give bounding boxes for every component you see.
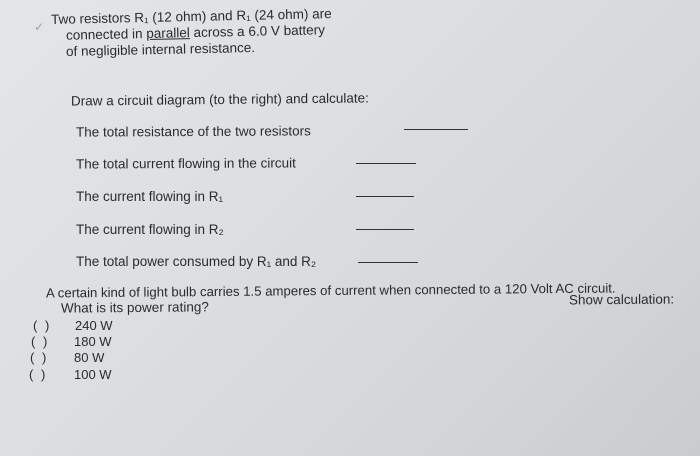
- problem2-question: A certain kind of light bulb carries 1.5 amperes of current when connected to a 120 Volt AC circuit.: [45, 280, 616, 301]
- check-mark-icon: ✓: [34, 20, 45, 34]
- choice-label: 180 W: [74, 334, 112, 349]
- answer-blank-3[interactable]: [356, 196, 414, 197]
- show-calculation-label: Show calculation:: [568, 291, 675, 308]
- problem1-instruction: Draw a circuit diagram (to the right) and calculate:: [70, 90, 369, 109]
- choice-radio[interactable]: ( ): [31, 334, 50, 349]
- choice-label: 80 W: [74, 350, 105, 365]
- choice-radio[interactable]: ( ): [33, 318, 52, 333]
- problem1-line2-post: across a 6.0 V battery: [189, 22, 326, 41]
- answer-item-current-r2: The current flowing in R₂: [76, 222, 224, 237]
- answer-item-total-power: The total power consumed by R₁ and R₂: [76, 254, 317, 269]
- answer-blank-4[interactable]: [356, 229, 414, 230]
- choice-radio[interactable]: ( ): [29, 367, 48, 382]
- problem2-subquestion: What is its power rating?: [60, 299, 209, 316]
- problem1-line1: Two resistors R₁ (12 ohm) and R₁ (24 ohm) are: [50, 6, 332, 27]
- answer-item-total-resistance: The total resistance of the two resistors: [75, 123, 311, 140]
- problem1-line2-pre: connected in: [65, 26, 147, 43]
- choice-label: 100 W: [74, 367, 112, 382]
- problem1-line3: of negligible internal resistance.: [65, 40, 256, 59]
- answer-item-total-current: The total current flowing in the circuit: [75, 155, 296, 172]
- answer-blank-2[interactable]: [356, 163, 416, 164]
- answer-blank-1[interactable]: [404, 129, 468, 130]
- choice-label: 240 W: [75, 318, 113, 333]
- choice-radio[interactable]: ( ): [30, 350, 49, 365]
- answer-blank-5[interactable]: [358, 262, 418, 263]
- problem1-line2-underlined: parallel: [146, 25, 190, 42]
- answer-item-current-r1: The current flowing in R₁: [76, 189, 224, 204]
